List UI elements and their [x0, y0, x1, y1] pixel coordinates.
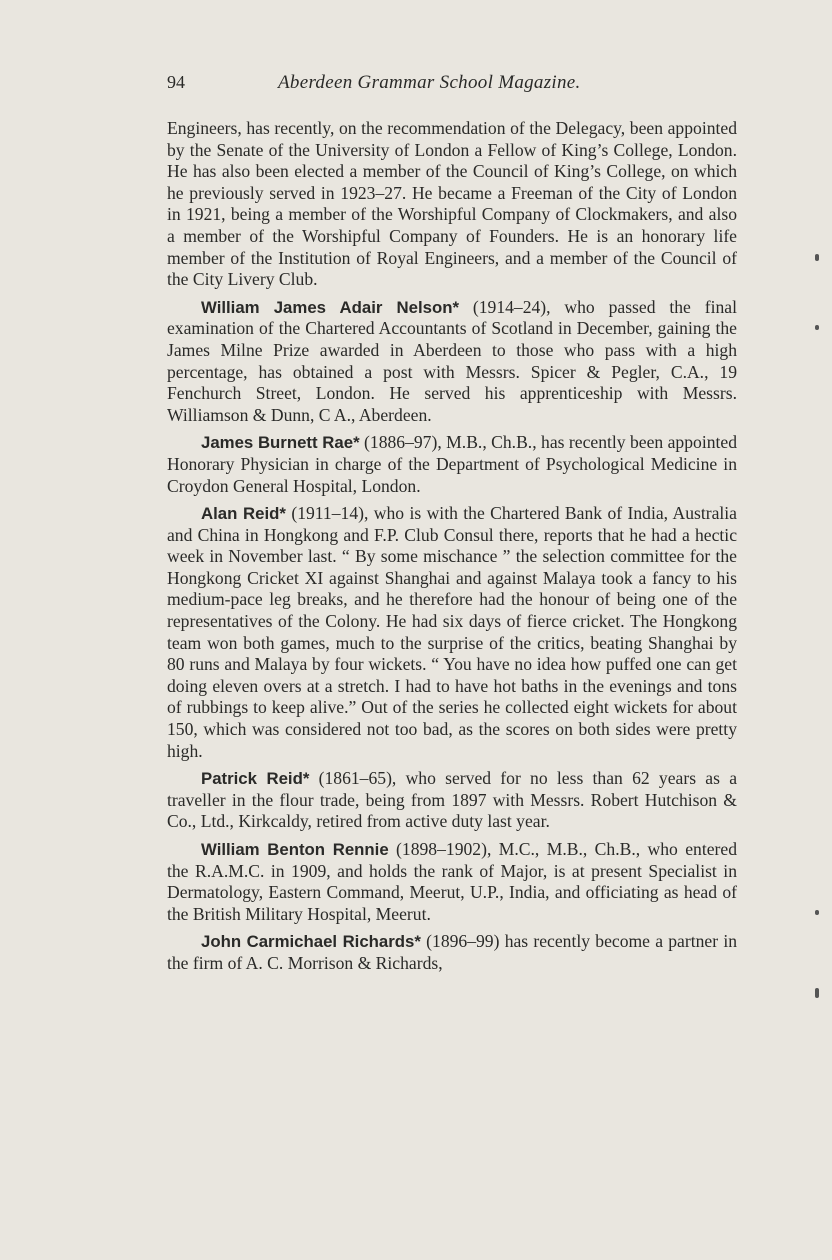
entry-patrick-reid [167, 768, 737, 833]
entry-text: (1886–97), M.B., Ch.B., has recently been appointed Honorary Physician in charge of the Department of Psychological Medicine in Croydon General Hospital, London. [167, 432, 737, 496]
entry-alan-reid [167, 503, 737, 762]
entry-rae [167, 432, 737, 497]
entry-name: Patrick Reid* [201, 769, 310, 789]
entry-text: (1914–24), who passed the final examination of the Chartered Accountants of Scotland in December, gaining the James Milne Prize awarded in Aberdeen to those who pass with a high percentage, has obtained a post with Messrs. Spicer & Pegler, C.A., 19 Fenchurch Street, London. He served his apprenticeship with Messrs. Williamson & Dunn, C A., Aberdeen. [167, 296, 737, 425]
entry-text: (1861–65), who served for no less than 62 years as a traveller in the flour trade, being from 1897 with Messrs. Robert Hutchison & Co., Ltd., Kirkcaldy, retired from active duty last year. [167, 768, 738, 832]
margin-speck [815, 325, 819, 330]
entry-text: (1898–1902), M.C., M.B., Ch.B., who entered the R.A.M.C. in 1909, and holds the rank of Major, is at present Specialist in Dermatology, Eastern Command, Meerut, U.P., India, and officiating as head of the British Military Hospital, Meerut. [167, 839, 737, 924]
entry-text: (1896–99) has recently become a partner in the firm of A. C. Morrison & Richards, [167, 931, 738, 973]
entry-name: James Burnett Rae* [201, 433, 360, 453]
page-number: 94 [167, 72, 185, 92]
entry-name: Alan Reid* [201, 504, 286, 524]
running-title: Aberdeen Grammar School Magazine. [278, 72, 581, 93]
entry-name: John Carmichael Richards* [201, 932, 421, 952]
margin-speck [815, 910, 819, 915]
entry-name: William Benton Rennie [201, 840, 389, 859]
paragraph-continuation [167, 118, 737, 291]
margin-speck [815, 254, 819, 261]
entry-nelson [167, 297, 737, 427]
running-header [167, 66, 737, 96]
article-body [167, 118, 737, 981]
entry-text: (1911–14), who is with the Chartered Bank of India, Australia and China in Hongkong and F.P. Club Consul there, reports that he had a hectic week in November last. “ By some mischance ” the selection committee for the Hongkong Cricket XI against Shanghai and against Malaya took a fancy to his medium-pace leg breaks, and he therefore had the honour of being one of the representatives of the Colony. He had six days of fierce cricket. The Hongkong team won both games, much to the surprise of the critics, beating Shanghai by 80 runs and Malaya by four wickets. “ You have no idea how puffed one can get doing eleven overs at a stretch. I had to have hot baths in the evenings and tons of rubbings to keep alive.” Out of the series he collected eight wickets for about 150, which was considered not too bad, as the scores on both sides were pretty high. [167, 503, 737, 761]
paragraph-text: Engineers, has recently, on the recommendation of the Delegacy, been appointed by the Senate of the University of London a Fellow of King’s College, London. He has also been elected a member of the Council of King’s College, on which he previously served in 1923–27. He became a Freeman of the City of London in 1921, being a member of the Worshipful Company of Clockmakers, and also a member of the Worshipful Company of Founders. He is an honorary life member of the Institution of Royal Engineers, and a member of the Council of the City Livery Club. [167, 118, 737, 290]
entry-richards [167, 931, 737, 974]
entry-name: William James Adair Nelson* [201, 297, 459, 317]
margin-speck [815, 988, 819, 998]
entry-rennie [167, 839, 737, 925]
